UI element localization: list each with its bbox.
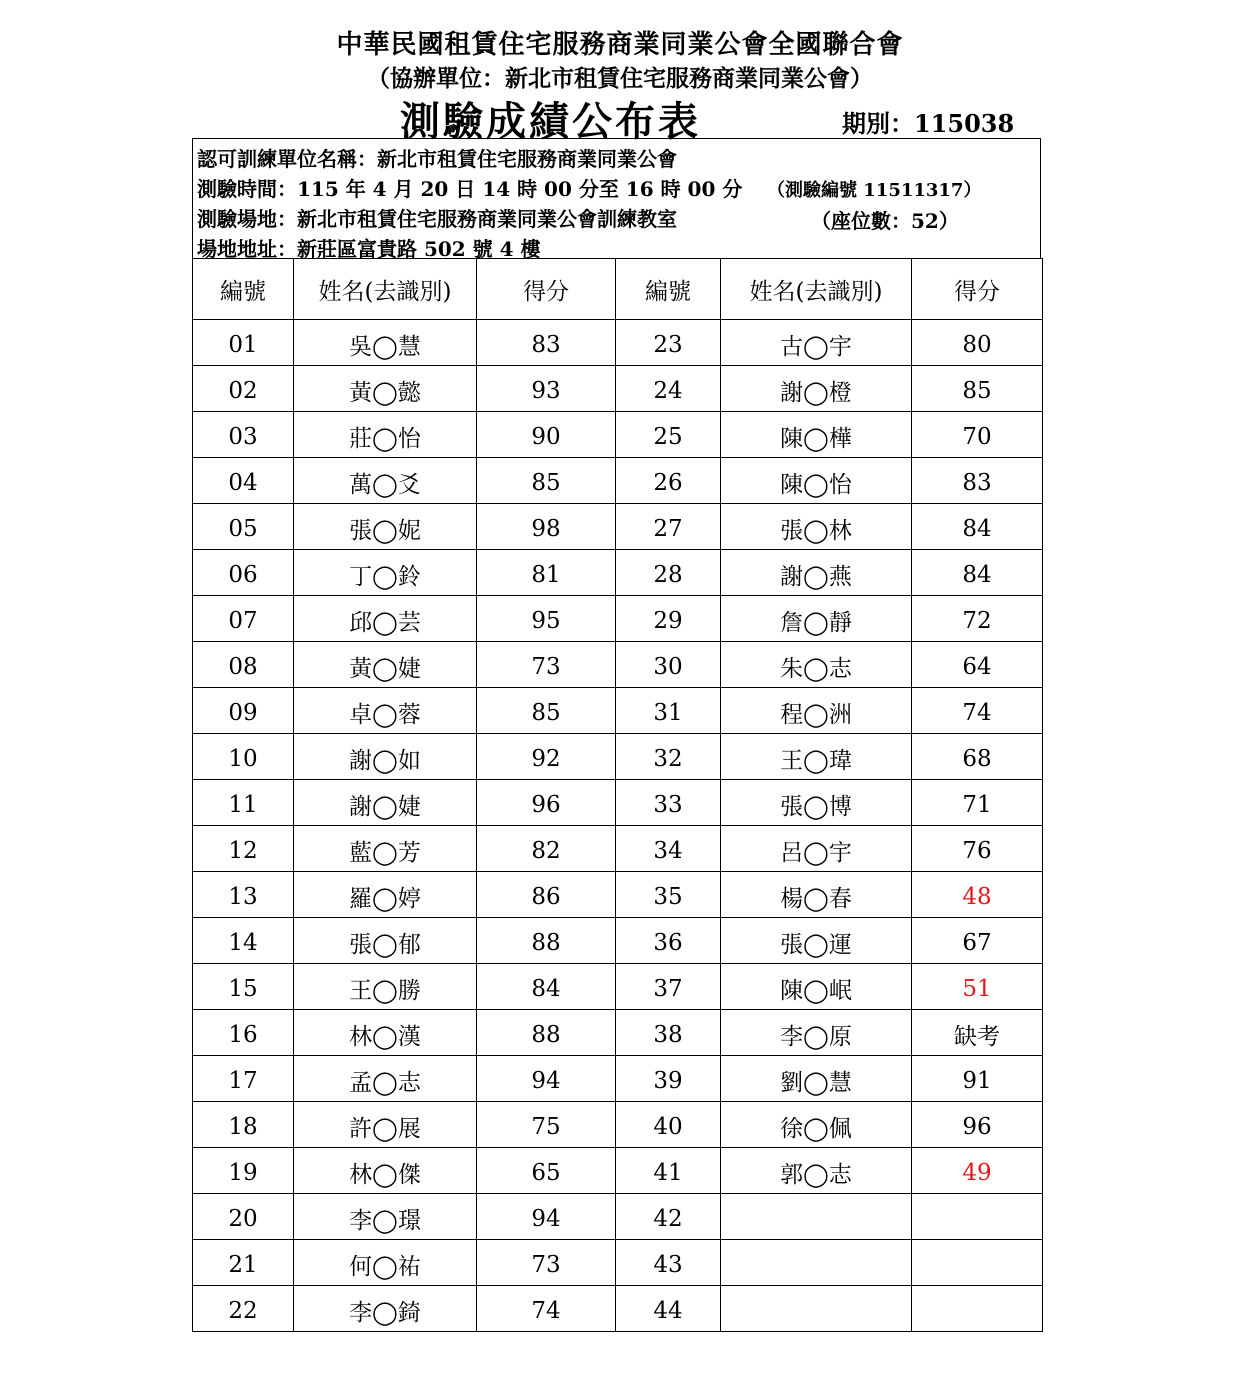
number-cell: 04 xyxy=(193,458,294,504)
score-cell: 85 xyxy=(477,688,616,734)
score-cell: 84 xyxy=(912,550,1043,596)
number-cell: 15 xyxy=(193,964,294,1010)
table-row xyxy=(193,734,1043,780)
name-cell: 張◯博 xyxy=(721,780,912,826)
score-cell: 95 xyxy=(477,596,616,642)
number-cell: 43 xyxy=(616,1240,721,1286)
score-cell: 75 xyxy=(477,1102,616,1148)
name-cell xyxy=(721,1194,912,1240)
score-cell: 84 xyxy=(912,504,1043,550)
score-cell: 85 xyxy=(477,458,616,504)
exam-time: 測驗時間：115 年 4 月 20 日 14 時 00 分至 16 時 00 分 xyxy=(197,177,743,201)
name-cell: 楊◯春 xyxy=(721,872,912,918)
name-cell: 謝◯婕 xyxy=(294,780,477,826)
name-cell: 王◯瑋 xyxy=(721,734,912,780)
table-row xyxy=(193,1286,1043,1332)
score-cell: 96 xyxy=(477,780,616,826)
score-cell: 70 xyxy=(912,412,1043,458)
name-cell: 邱◯芸 xyxy=(294,596,477,642)
venue-address: 場地地址：新莊區富貴路 502 號 4 樓 xyxy=(197,237,541,261)
table-row xyxy=(193,366,1043,412)
name-cell: 藍◯芳 xyxy=(294,826,477,872)
table-row xyxy=(193,688,1043,734)
exam-info-box xyxy=(192,138,1041,261)
name-cell: 古◯宇 xyxy=(721,320,912,366)
name-cell: 謝◯燕 xyxy=(721,550,912,596)
score-cell: 85 xyxy=(912,366,1043,412)
score-cell: 49 xyxy=(912,1148,1043,1194)
number-cell: 20 xyxy=(193,1194,294,1240)
score-cell: 88 xyxy=(477,1010,616,1056)
number-cell: 07 xyxy=(193,596,294,642)
name-cell: 徐◯佩 xyxy=(721,1102,912,1148)
table-header-row xyxy=(193,259,1043,320)
number-cell: 06 xyxy=(193,550,294,596)
table-row xyxy=(193,550,1043,596)
score-cell: 91 xyxy=(912,1056,1043,1102)
name-cell: 卓◯蓉 xyxy=(294,688,477,734)
name-cell: 黃◯懿 xyxy=(294,366,477,412)
score-cell: 83 xyxy=(912,458,1043,504)
table-row xyxy=(193,918,1043,964)
name-cell: 吳◯慧 xyxy=(294,320,477,366)
score-cell: 86 xyxy=(477,872,616,918)
name-cell: 呂◯宇 xyxy=(721,826,912,872)
number-cell: 37 xyxy=(616,964,721,1010)
number-cell: 08 xyxy=(193,642,294,688)
name-cell: 郭◯志 xyxy=(721,1148,912,1194)
number-cell: 28 xyxy=(616,550,721,596)
number-cell: 26 xyxy=(616,458,721,504)
number-cell: 31 xyxy=(616,688,721,734)
name-cell: 李◯璟 xyxy=(294,1194,477,1240)
name-cell: 丁◯鈴 xyxy=(294,550,477,596)
name-cell: 陳◯樺 xyxy=(721,412,912,458)
number-cell: 21 xyxy=(193,1240,294,1286)
score-cell: 68 xyxy=(912,734,1043,780)
number-cell: 11 xyxy=(193,780,294,826)
score-cell: 51 xyxy=(912,964,1043,1010)
table-row xyxy=(193,826,1043,872)
score-cell: 82 xyxy=(477,826,616,872)
score-cell: 83 xyxy=(477,320,616,366)
table-row xyxy=(193,964,1043,1010)
table-row xyxy=(193,872,1043,918)
score-cell: 96 xyxy=(912,1102,1043,1148)
score-cell: 92 xyxy=(477,734,616,780)
score-cell: 74 xyxy=(912,688,1043,734)
name-cell: 謝◯如 xyxy=(294,734,477,780)
exam-venue: 測驗場地：新北市租賃住宅服務商業同業公會訓練教室 xyxy=(197,207,677,231)
period-label: 期別：115038 xyxy=(842,109,1015,138)
name-cell: 莊◯怡 xyxy=(294,412,477,458)
score-cell: 93 xyxy=(477,366,616,412)
name-cell: 詹◯靜 xyxy=(721,596,912,642)
score-cell: 94 xyxy=(477,1056,616,1102)
score-cell: 84 xyxy=(477,964,616,1010)
score-cell: 65 xyxy=(477,1148,616,1194)
number-cell: 24 xyxy=(616,366,721,412)
number-cell: 29 xyxy=(616,596,721,642)
number-cell: 14 xyxy=(193,918,294,964)
page-title: 測驗成績公布表 xyxy=(400,98,701,145)
number-cell: 12 xyxy=(193,826,294,872)
column-header-number: 編號 xyxy=(193,259,294,320)
score-cell: 76 xyxy=(912,826,1043,872)
name-cell: 何◯祐 xyxy=(294,1240,477,1286)
table-row xyxy=(193,458,1043,504)
name-cell: 朱◯志 xyxy=(721,642,912,688)
table-row xyxy=(193,1056,1043,1102)
number-cell: 34 xyxy=(616,826,721,872)
number-cell: 13 xyxy=(193,872,294,918)
table-row xyxy=(193,1102,1043,1148)
score-cell: 98 xyxy=(477,504,616,550)
name-cell: 王◯勝 xyxy=(294,964,477,1010)
name-cell: 張◯郁 xyxy=(294,918,477,964)
number-cell: 35 xyxy=(616,872,721,918)
name-cell: 劉◯慧 xyxy=(721,1056,912,1102)
name-cell: 萬◯爻 xyxy=(294,458,477,504)
table-row xyxy=(193,320,1043,366)
number-cell: 38 xyxy=(616,1010,721,1056)
exam-code: （測驗編號 11511317） xyxy=(767,180,982,201)
number-cell: 42 xyxy=(616,1194,721,1240)
number-cell: 02 xyxy=(193,366,294,412)
table-row xyxy=(193,780,1043,826)
number-cell: 32 xyxy=(616,734,721,780)
number-cell: 30 xyxy=(616,642,721,688)
table-row xyxy=(193,1010,1043,1056)
seat-count: （座位數：52） xyxy=(811,209,959,233)
number-cell: 33 xyxy=(616,780,721,826)
score-table xyxy=(192,258,1043,1332)
name-cell xyxy=(721,1240,912,1286)
number-cell: 40 xyxy=(616,1102,721,1148)
score-cell: 73 xyxy=(477,642,616,688)
score-cell: 90 xyxy=(477,412,616,458)
number-cell: 23 xyxy=(616,320,721,366)
score-cell: 72 xyxy=(912,596,1043,642)
table-row xyxy=(193,504,1043,550)
name-cell: 張◯林 xyxy=(721,504,912,550)
score-cell: 80 xyxy=(912,320,1043,366)
column-header-score: 得分 xyxy=(477,259,616,320)
score-cell xyxy=(912,1286,1043,1332)
number-cell: 01 xyxy=(193,320,294,366)
name-cell xyxy=(721,1286,912,1332)
organization-title: 中華民國租賃住宅服務商業同業公會全國聯合會 xyxy=(336,30,904,60)
column-header-name: 姓名(去識別) xyxy=(721,259,912,320)
number-cell: 25 xyxy=(616,412,721,458)
name-cell: 謝◯橙 xyxy=(721,366,912,412)
score-cell: 88 xyxy=(477,918,616,964)
score-cell: 64 xyxy=(912,642,1043,688)
name-cell: 李◯錡 xyxy=(294,1286,477,1332)
score-cell xyxy=(912,1240,1043,1286)
name-cell: 林◯漢 xyxy=(294,1010,477,1056)
table-row xyxy=(193,1240,1043,1286)
number-cell: 17 xyxy=(193,1056,294,1102)
column-header-number: 編號 xyxy=(616,259,721,320)
number-cell: 27 xyxy=(616,504,721,550)
number-cell: 36 xyxy=(616,918,721,964)
name-cell: 孟◯志 xyxy=(294,1056,477,1102)
number-cell: 05 xyxy=(193,504,294,550)
number-cell: 03 xyxy=(193,412,294,458)
table-row xyxy=(193,1148,1043,1194)
table-row xyxy=(193,1194,1043,1240)
score-cell: 67 xyxy=(912,918,1043,964)
score-cell xyxy=(912,1194,1043,1240)
number-cell: 10 xyxy=(193,734,294,780)
score-cell: 81 xyxy=(477,550,616,596)
name-cell: 許◯展 xyxy=(294,1102,477,1148)
score-cell: 74 xyxy=(477,1286,616,1332)
co-organizer-line: （協辦單位：新北市租賃住宅服務商業同業公會） xyxy=(367,65,873,92)
name-cell: 李◯原 xyxy=(721,1010,912,1056)
name-cell: 陳◯岷 xyxy=(721,964,912,1010)
name-cell: 程◯洲 xyxy=(721,688,912,734)
name-cell: 張◯妮 xyxy=(294,504,477,550)
name-cell: 黃◯婕 xyxy=(294,642,477,688)
number-cell: 44 xyxy=(616,1286,721,1332)
score-cell: 48 xyxy=(912,872,1043,918)
number-cell: 09 xyxy=(193,688,294,734)
training-unit: 認可訓練單位名稱：新北市租賃住宅服務商業同業公會 xyxy=(197,147,677,171)
table-row xyxy=(193,412,1043,458)
table-row xyxy=(193,596,1043,642)
column-header-name: 姓名(去識別) xyxy=(294,259,477,320)
number-cell: 19 xyxy=(193,1148,294,1194)
score-table-body xyxy=(193,320,1043,1332)
score-cell: 94 xyxy=(477,1194,616,1240)
table-row xyxy=(193,642,1043,688)
name-cell: 林◯傑 xyxy=(294,1148,477,1194)
number-cell: 16 xyxy=(193,1010,294,1056)
score-cell: 缺考 xyxy=(912,1010,1043,1056)
score-cell: 71 xyxy=(912,780,1043,826)
number-cell: 18 xyxy=(193,1102,294,1148)
number-cell: 41 xyxy=(616,1148,721,1194)
name-cell: 張◯運 xyxy=(721,918,912,964)
number-cell: 22 xyxy=(193,1286,294,1332)
number-cell: 39 xyxy=(616,1056,721,1102)
score-cell: 73 xyxy=(477,1240,616,1286)
column-header-score: 得分 xyxy=(912,259,1043,320)
name-cell: 陳◯怡 xyxy=(721,458,912,504)
name-cell: 羅◯婷 xyxy=(294,872,477,918)
